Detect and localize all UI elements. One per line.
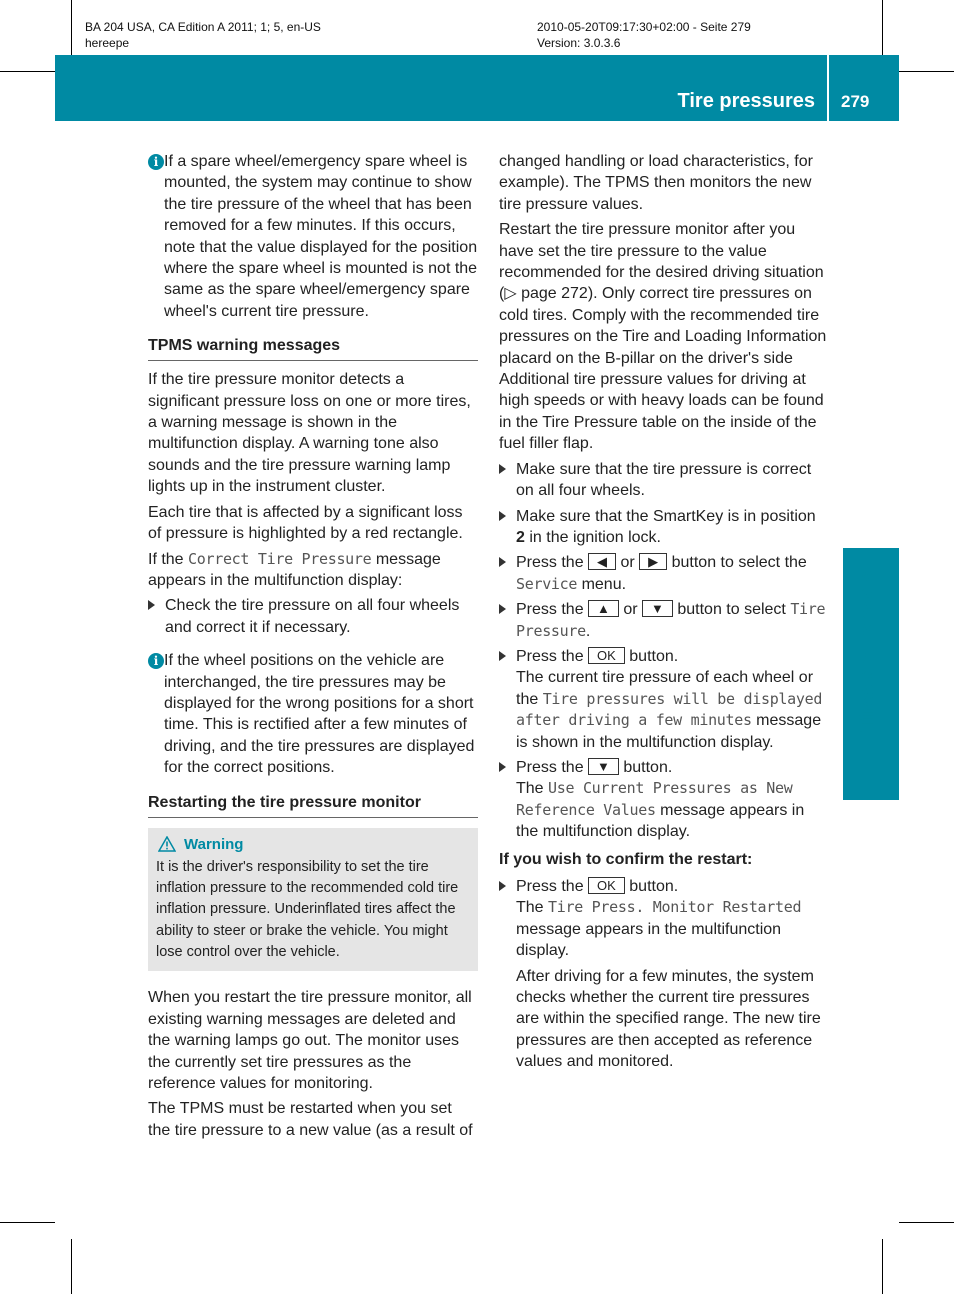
position-number: 2	[516, 528, 525, 546]
crop-mark	[0, 71, 55, 72]
paragraph: The TPMS must be restarted when you set the tire pressure to a new value (as a result of	[148, 1100, 473, 1139]
bullet-arrow-icon	[499, 557, 506, 567]
info-text: If a spare wheel/emergency spare wheel is mounted, the system may continue to show the tire pressure of the wheel that has been removed for a few minutes. If this occurs, note that the value displayed for the position where the spare wheel is mounted is not the same as the spare wheel/emergency spare wheel's current tire pressure.	[164, 153, 478, 320]
text: message appears in the multifunction display:	[148, 550, 441, 589]
warning-box	[148, 828, 478, 972]
paragraph: If the tire pressure monitor detects a significant pressure loss on one or more tires, a warning message is shown in the multifunction display. A warning tone also sounds and the tire pressure warning lamp lights up in the instrument cluster.	[148, 371, 471, 496]
paragraph: changed handling or load characteristics, for example). The TPMS then monitors the new tire pressure values.	[499, 153, 813, 213]
text: button.	[618, 758, 673, 776]
instruction-step	[499, 646, 829, 753]
meta-line: hereepe	[85, 36, 130, 50]
ok-key-icon: OK	[588, 647, 625, 664]
section-heading: Restarting the tire pressure monitor	[148, 793, 478, 818]
arrow-right-key-icon: ▶	[639, 553, 667, 570]
text: Make sure that the SmartKey is in position	[516, 507, 816, 525]
display-message: Tire pressures will be displayed after driving a few minutes	[516, 689, 823, 730]
text: message is shown in the multifunction display.	[516, 712, 822, 751]
step-text: Make sure that the tire pressure is correct on all four wheels.	[516, 460, 812, 500]
paragraph: After driving for a few minutes, the system checks whether the current tire pressures are within the specified range. The new tire pressures are then accepted as reference values and monitored.	[516, 967, 821, 1071]
text: or	[618, 601, 643, 619]
warning-title: Warning	[184, 835, 244, 853]
info-icon: i	[148, 154, 164, 170]
paragraph: Restart the tire pressure monitor after you have set the tire pressure to the value recommended for the desired driving situation (▷ page 272). Only correct tire pressures on cold tires. Comply with the recommended tire pressures on the Tire and Loading Information placard on the B-pillar on the driver's side Additional tire pressure values for driving at high speeds or with heavy loads can be found in the Tire Pressure table on the inside of the fuel filler flap.	[499, 221, 827, 453]
text: button.	[624, 878, 679, 895]
info-note	[148, 151, 478, 322]
paragraph: Each tire that is affected by a significant loss of pressure is highlighted by a red rectangle.	[148, 503, 463, 543]
instruction-step	[499, 876, 829, 962]
subheading: If you wish to confirm the restart:	[499, 850, 753, 868]
page-number: 279	[841, 92, 870, 111]
display-message: Tire Press. Monitor Restarted	[548, 898, 802, 917]
warning-header	[156, 834, 470, 855]
text: Press the	[516, 601, 589, 619]
banner-divider	[827, 55, 829, 121]
info-text: If the wheel positions on the vehicle are interchanged, the tire pressures may be displayed for the wrong positions for a short time. This is rectified after a few minutes of driving, and the tire pressures are displayed for the correct positions.	[164, 652, 475, 777]
crop-mark	[71, 1239, 72, 1294]
crop-mark	[882, 0, 883, 55]
text: The	[516, 780, 549, 798]
text: Press the	[516, 758, 589, 776]
text: Press the	[516, 554, 589, 572]
text: message appears in the multifunction display.	[516, 801, 805, 841]
side-tab-label: Tires and wheels	[856, 570, 879, 732]
warning-text: It is the driver's responsibility to set the tire inflation pressure to the recommended cold tire inflation pressure. Underinflated tires affect the ability to steer or brake the vehicle. You might lose control over the vehicle.	[156, 858, 459, 961]
bullet-arrow-icon	[499, 651, 506, 661]
meta-line: Version: 3.0.3.6	[537, 36, 621, 50]
display-message: Service	[516, 574, 578, 593]
arrow-down-key-icon: ▼	[642, 600, 673, 617]
section-banner	[55, 55, 899, 121]
header-meta-right	[537, 19, 751, 51]
instruction-step	[499, 757, 829, 843]
info-note	[148, 650, 478, 778]
instruction-step	[148, 595, 478, 638]
paragraph	[148, 549, 478, 592]
meta-line: 2010-05-20T09:17:30+02:00 - Seite 279	[537, 20, 751, 34]
text: in the ignition lock.	[524, 528, 661, 546]
bullet-arrow-icon	[499, 464, 506, 474]
text: button.	[624, 647, 679, 665]
text: Press the	[516, 878, 589, 895]
text: If the	[148, 550, 189, 568]
crop-mark	[899, 1222, 954, 1223]
paragraph: When you restart the tire pressure monitor, all existing warning messages are deleted and the warning lamps go out. The monitor uses the currently set tire pressures as the reference values for monitoring.	[148, 989, 472, 1092]
crop-mark	[899, 71, 954, 72]
text: button to select the	[667, 554, 807, 572]
instruction-step	[499, 459, 829, 502]
info-icon: i	[148, 653, 164, 669]
bullet-arrow-icon	[499, 604, 506, 614]
bullet-arrow-icon	[499, 762, 506, 772]
text: Press the	[516, 647, 589, 665]
crop-mark	[882, 1239, 883, 1294]
instruction-step	[499, 552, 829, 595]
bullet-arrow-icon	[499, 511, 506, 521]
meta-line: BA 204 USA, CA Edition A 2011; 1; 5, en-US	[85, 20, 321, 34]
text: The current tire pressure of each wheel or the	[516, 669, 814, 708]
ok-key-icon: OK	[588, 877, 625, 894]
warning-triangle-icon	[158, 836, 176, 852]
crop-mark	[0, 1222, 55, 1223]
arrow-left-key-icon: ◀	[588, 553, 616, 570]
section-title: Tire pressures	[677, 90, 815, 112]
text: The	[516, 899, 549, 917]
step-text: Check the tire pressure on all four wheels and correct it if necessary.	[165, 597, 460, 636]
left-column	[148, 151, 478, 1145]
arrow-down-key-icon: ▼	[588, 758, 619, 775]
display-message: Use Current Pressures as New Reference Values	[516, 779, 793, 819]
text: message appears in the multifunction display.	[516, 920, 782, 960]
section-heading: TPMS warning messages	[148, 336, 478, 361]
display-message: Tire Pressure	[516, 600, 826, 640]
text: .	[585, 622, 591, 640]
text: button to select	[672, 601, 791, 619]
text: menu.	[577, 575, 627, 593]
right-column	[499, 151, 829, 1077]
instruction-step	[499, 599, 829, 642]
crop-mark	[71, 0, 72, 55]
instruction-step	[499, 506, 829, 549]
display-message: Correct Tire Pressure	[188, 549, 372, 568]
arrow-up-key-icon: ▲	[588, 600, 619, 617]
bullet-arrow-icon	[148, 600, 155, 610]
bullet-arrow-icon	[499, 881, 506, 891]
text: or	[616, 554, 640, 572]
header-meta-left	[85, 19, 321, 51]
